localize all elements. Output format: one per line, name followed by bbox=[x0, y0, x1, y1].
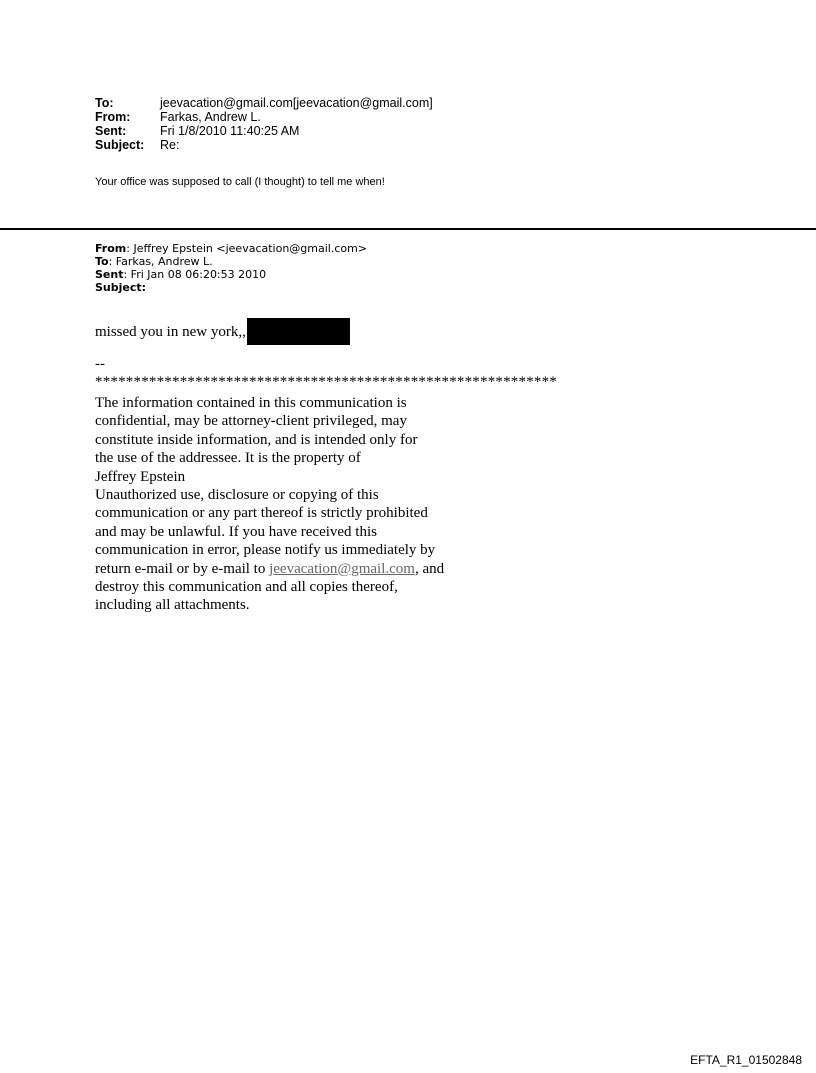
disclaimer-line: communication or any part thereof is strictly prohibited bbox=[95, 505, 428, 522]
quoted-from-value: : Jeffrey Epstein <jeevacation@gmail.com> bbox=[126, 242, 368, 255]
redaction-box bbox=[247, 318, 350, 345]
quoted-to-row bbox=[95, 255, 367, 268]
disclaimer bbox=[95, 394, 444, 615]
disclaimer-line: including all attachments. bbox=[95, 597, 250, 614]
quoted-subject-value: : bbox=[141, 281, 147, 294]
divider-line bbox=[0, 228, 816, 230]
disclaimer-line: constitute inside information, and is intended only for bbox=[95, 431, 418, 448]
disclaimer-line: Jeffrey Epstein bbox=[95, 468, 186, 485]
quoted-from-label: From bbox=[95, 242, 127, 255]
quoted-sent-value: : Fri Jan 08 06:20:53 2010 bbox=[123, 268, 267, 281]
disclaimer-text: , and bbox=[414, 560, 445, 577]
quoted-sent-row bbox=[95, 268, 367, 281]
header-from-row bbox=[95, 110, 433, 124]
disclaimer-text: return e-mail or by e-mail to bbox=[95, 560, 270, 577]
quoted-to-label: To bbox=[95, 255, 109, 268]
message-body bbox=[95, 318, 350, 345]
sent-label: Sent: bbox=[95, 124, 127, 138]
quoted-header bbox=[95, 242, 367, 294]
quoted-from-row bbox=[95, 242, 367, 255]
reply-text: Your office was supposed to call (I thought) to tell me when! bbox=[95, 176, 385, 188]
quoted-subject-row bbox=[95, 281, 367, 294]
to-label: To: bbox=[95, 96, 114, 110]
disclaimer-line: Unauthorized use, disclosure or copying of this bbox=[95, 487, 379, 504]
quoted-to-value: : Farkas, Andrew L. bbox=[108, 255, 213, 268]
header-to-row bbox=[95, 96, 433, 110]
disclaimer-line: confidential, may be attorney-client privileged, may bbox=[95, 413, 407, 430]
disclaimer-line: communication in error, please notify us immediately by bbox=[95, 542, 436, 559]
header-sent-row bbox=[95, 124, 433, 138]
message-text: missed you in new york,, bbox=[95, 324, 246, 340]
disclaimer-line: The information contained in this communication is bbox=[95, 395, 407, 411]
quoted-sent-label: Sent bbox=[95, 268, 124, 281]
quoted-subject-label: Subject bbox=[95, 281, 142, 294]
email-link[interactable]: jeevacation@gmail.com bbox=[269, 560, 415, 577]
header-subject-row bbox=[95, 138, 433, 152]
subject-label: Subject: bbox=[95, 138, 145, 152]
subject-value: Re: bbox=[160, 138, 180, 152]
signature-dashes: -- bbox=[95, 356, 105, 372]
disclaimer-line: and may be unlawful. If you have received this bbox=[95, 523, 377, 540]
disclaimer-line-email bbox=[95, 560, 444, 578]
to-value: jeevacation@gmail.com[jeevacation@gmail.com] bbox=[160, 96, 433, 110]
disclaimer-line: destroy this communication and all copies thereof, bbox=[95, 579, 398, 596]
document-id: EFTA_R1_01502848 bbox=[690, 1053, 802, 1067]
from-value: Farkas, Andrew L. bbox=[160, 110, 261, 124]
sent-value: Fri 1/8/2010 11:40:25 AM bbox=[160, 124, 300, 138]
asterisk-separator: ************************************************************ bbox=[95, 374, 557, 390]
disclaimer-line: the use of the addressee. It is the property of bbox=[95, 450, 361, 467]
email-header bbox=[95, 96, 433, 152]
from-label: From: bbox=[95, 110, 131, 124]
